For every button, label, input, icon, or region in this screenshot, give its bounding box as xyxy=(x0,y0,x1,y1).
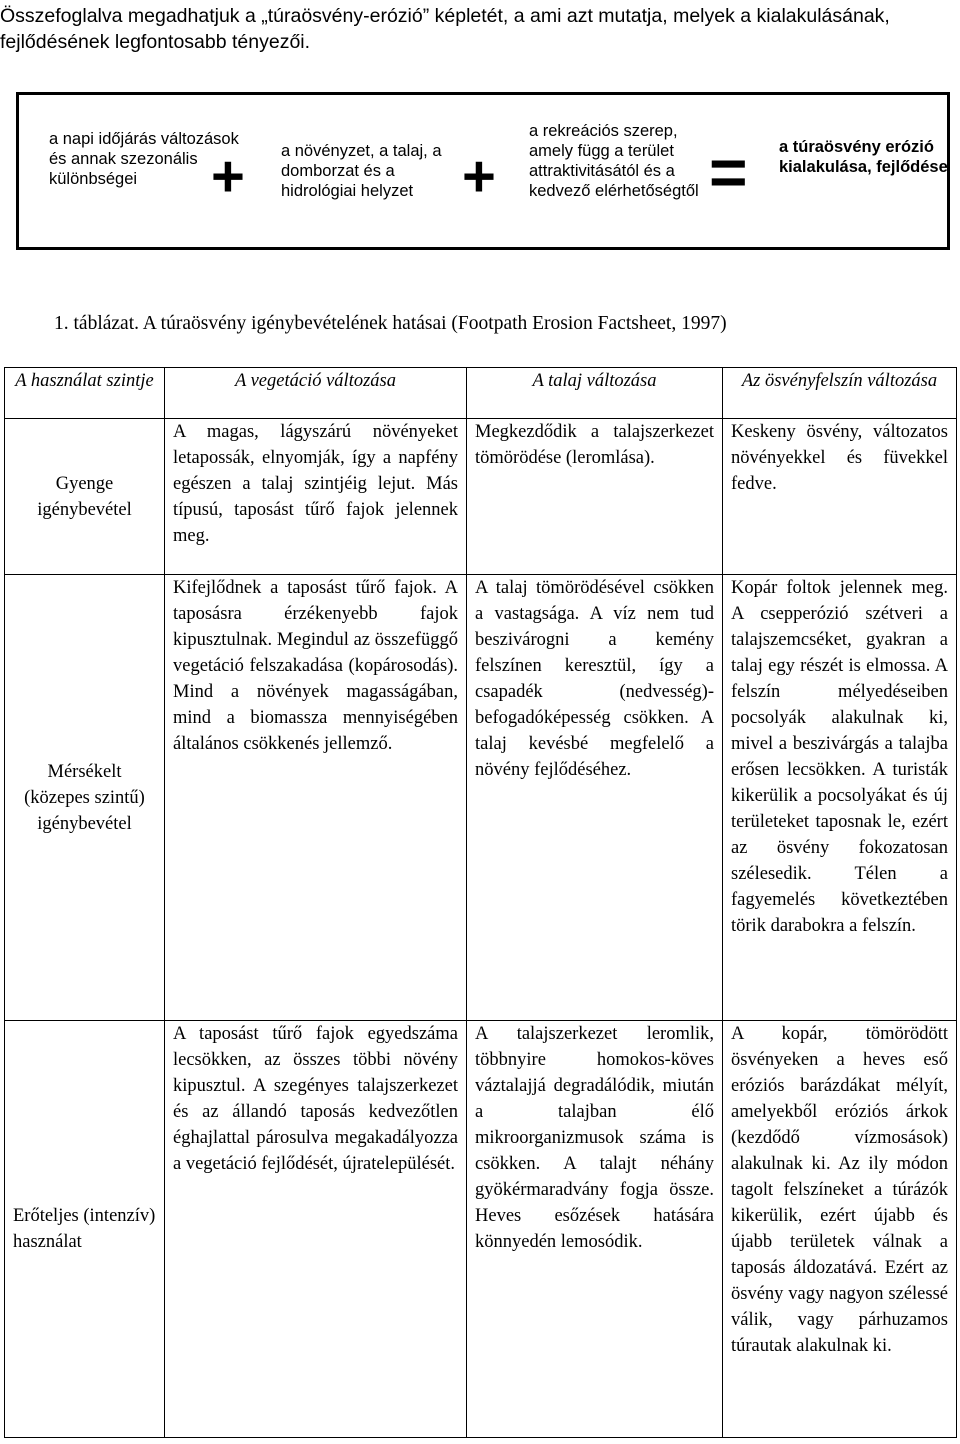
surface-cell: Keskeny ösvény, változatos növényekkel és füvekkel fedve. xyxy=(723,419,957,575)
header-vegetation: A vegetáció változása xyxy=(165,368,467,419)
formula-term-weather: a napi időjárás változások és annak szezonális különbségei xyxy=(49,130,239,188)
soil-cell: Megkezdődik a talajszerkezet tömörödése (leromlása). xyxy=(467,419,723,575)
header-soil: A talaj változása xyxy=(467,368,723,419)
formula-term-recreation: a rekreációs szerep, amely függ a terület attraktivitásától és a kedvező elérhetőségtől xyxy=(529,122,699,200)
usage-level-cell: Gyenge igénybevétel xyxy=(5,419,165,575)
soil-cell: A talaj tömörödésével csökken a vastagsága. A víz nem tud beszivárogni a kemény felszínen keresztül, így a csapadék (nedvesség)-befogadóképesség csökken. A talaj kevésbé megfelelő a növény fejlődéséhez. xyxy=(467,575,723,1021)
vegetation-cell: A taposást tűrő fajok egyedszáma lecsökken, az összes többi növény kipusztul. A szegényes talajszerkezet és az állandó taposás kedvezőtlen éghajlattal párosulva megakadályozza a vegetáció fejlődését, újratelepülését. xyxy=(165,1021,467,1438)
plus-sign: + xyxy=(462,144,496,209)
header-usage-level: A használat szintje xyxy=(5,368,165,419)
surface-cell: Kopár foltok jelennek meg. A csepperózió szétveri a talajszemcséket, gyakran a talaj egy részét is elmossa. A felszín mélyedéseiben pocsolyák alakulnak ki, mivel a beszivárgás a talajba erősen lecsökken. A turisták kikerülik a pocsolyákat és új területeket taposnak le, ezért az ösvény fokozatosan szélesedik. Télen a fagyemelés következtében törik darabokra a felszín. xyxy=(723,575,957,1021)
surface-cell: A kopár, tömörödött ösvényeken a heves eső eróziós barázdákat mélyít, amelyekből eróziós árkok (kezdődő vízmosások) alakulnak ki. Az ily módon tagolt felszíneket a túrázók kikerülik, ezért újabb és újabb területek válnak a taposás áldozatává. Ezért az ösvény vagy nagyon szélessé válik, vagy párhuzamos túrautak alakulnak ki. xyxy=(723,1021,957,1438)
table-row xyxy=(5,419,957,575)
plus-sign: + xyxy=(211,144,245,209)
erosion-formula-box xyxy=(16,92,950,250)
impact-table xyxy=(4,367,957,1438)
table-caption: 1. táblázat. A túraösvény igénybevételének hatásai (Footpath Erosion Factsheet, 1997) xyxy=(54,313,727,334)
soil-cell: A talajszerkezet leromlik, többnyire homokos-köves váztalajjá degradálódik, miután a talajban élő mikroorganizmusok száma is csökken. A talajt néhány gyökérmaradvány fogja össze. Heves esőzések hatására könnyedén lemosódik. xyxy=(467,1021,723,1438)
usage-level-cell: Mérsékelt (közepes szintű) igénybevétel xyxy=(5,575,165,1021)
table-header-row xyxy=(5,368,957,419)
vegetation-cell: A magas, lágyszárú növényeket letapossák, elnyomják, így a napfény egészen a talaj szintjéig lejut. Más típusú, taposást tűrő fajok jelennek meg. xyxy=(165,419,467,575)
intro-paragraph: Összefoglalva megadhatjuk a „túraösvény-erózió” képletét, a ami azt mutatja, melyek a kialakulásának, fejlődésének legfontosabb tényezői. xyxy=(0,5,890,53)
formula-result: a túraösvény erózió kialakulása, fejlődése xyxy=(779,138,948,176)
formula-term-environment: a növényzet, a talaj, a domborzat és a hidrológiai helyzet xyxy=(281,142,442,200)
table-row xyxy=(5,575,957,1021)
vegetation-cell: Kifejlődnek a taposást tűrő fajok. A taposásra érzékenyebb fajok kipusztulnak. Megindul az összefüggő vegetáció felszakadása (kopárosodás). Mind a növények magasságában, mind a biomassza mennyiségében általános csökkenés jellemző. xyxy=(165,575,467,1021)
equals-sign: = xyxy=(709,135,748,209)
header-surface: Az ösvényfelszín változása xyxy=(723,368,957,419)
usage-level-cell: Erőteljes (intenzív) használat xyxy=(5,1021,165,1438)
table-row xyxy=(5,1021,957,1438)
